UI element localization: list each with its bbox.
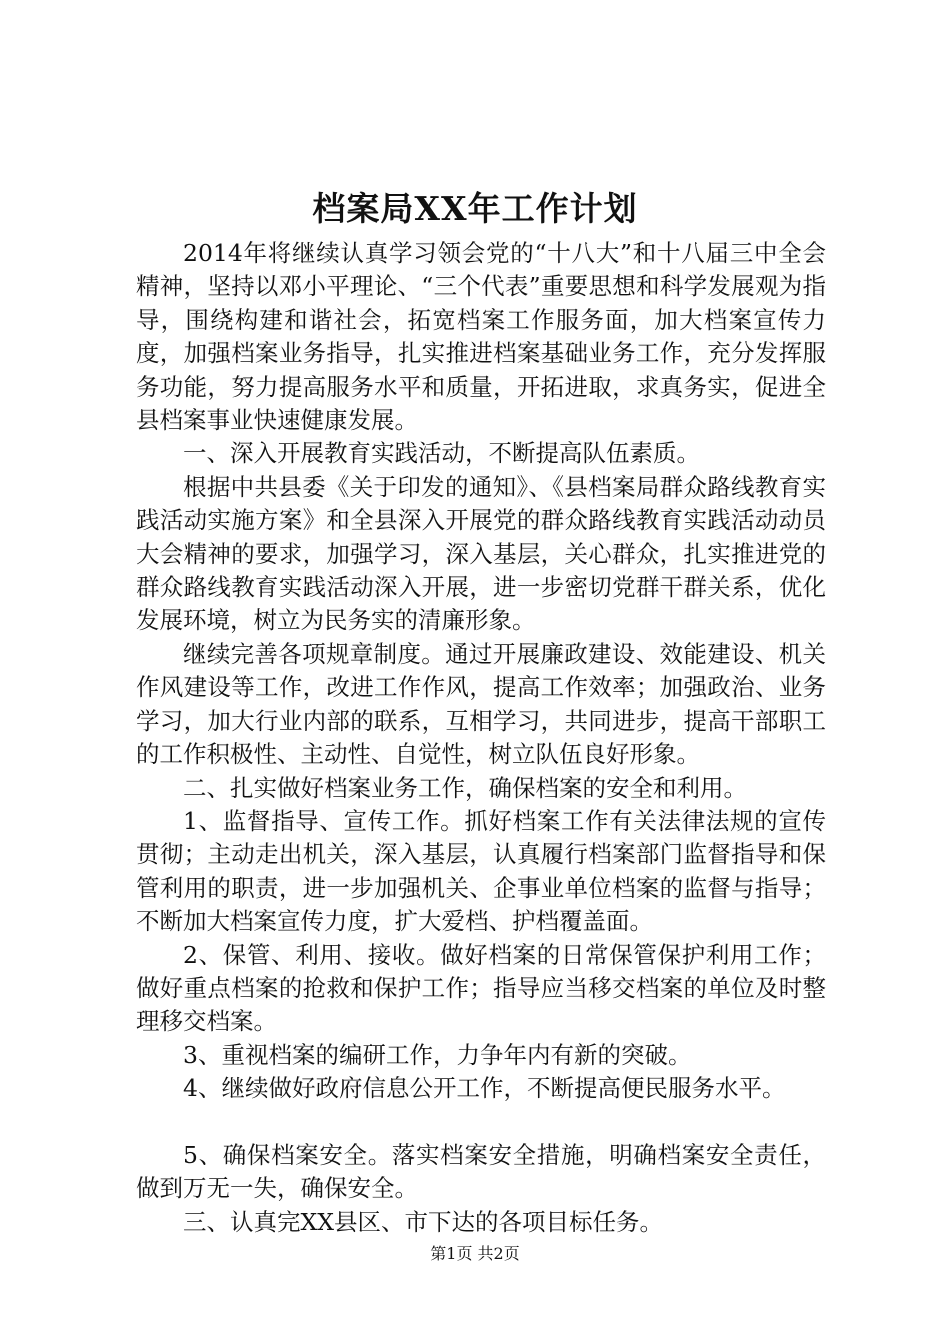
heading-section-1: 一、深入开展教育实践活动，不断提高队伍素质。: [183, 439, 700, 468]
paragraph-regulations: 继续完善各项规章制度。通过开展廉政建设、效能建设、机关作风建设等工作，改进工作作风，提高工作效率；加强政治、业务学习，加大行业内部的联系，互相学习，共同进步，提高干部职工的工作积极性、主动性、自觉性，树立队伍良好形象。: [136, 639, 826, 769]
blank-line: [136, 1106, 826, 1139]
document-title: 档案局XX年工作计划: [312, 189, 638, 228]
page-footer: 第1页 共2页: [430, 1244, 520, 1263]
paragraph-item-4: 4、继续做好政府信息公开工作，不断提高便民服务水平。: [183, 1074, 786, 1103]
paragraph-intro: 2014年将继续认真学习领会党的“十八大”和十八届三中全会精神，坚持以邓小平理论、“三个代表”重要思想和科学发展观为指导，围绕构建和谐社会，拓宽档案工作服务面，加大档案宣传力度，加强档案业务指导，扎实推进档案基础业务工作，充分发挥服务功能，努力提高服务水平和质量，开拓进取，求真务实，促进全县档案事业快速健康发展。: [136, 239, 826, 435]
paragraph-item-5: 5、确保档案安全。落实档案安全措施，明确档案安全责任，做到万无一失，确保安全。: [136, 1140, 826, 1203]
paragraph-item-2: 2、保管、利用、接收。做好档案的日常保管保护利用工作；做好重点档案的抢救和保护工作；指导应当移交档案的单位及时整理移交档案。: [136, 940, 826, 1036]
heading-section-3: 三、认真完XX县区、市下达的各项目标任务。: [183, 1207, 663, 1236]
paragraph-party-line: 根据中共县委《关于印发的通知》、《县档案局群众路线教育实践活动实施方案》和全县深入开展党的群众路线教育实践活动动员大会精神的要求，加强学习，深入基层，关心群众，扎实推进党的群众路线教育实践活动深入开展，进一步密切党群干群关系，优化发展环境，树立为民务实的清廉形象。: [136, 472, 826, 635]
heading-section-2: 二、扎实做好档案业务工作，确保档案的安全和利用。: [183, 773, 747, 802]
paragraph-item-3: 3、重视档案的编研工作，力争年内有新的突破。: [183, 1040, 692, 1069]
paragraph-item-1: 1、监督指导、宣传工作。抓好档案工作有关法律法规的宣传贯彻；主动走出机关，深入基层，认真履行档案部门监督指导和保管利用的职责，进一步加强机关、企事业单位档案的监督与指导；不断加大档案宣传力度，扩大爱档、护档覆盖面。: [136, 806, 826, 936]
document-body: [136, 237, 826, 1239]
